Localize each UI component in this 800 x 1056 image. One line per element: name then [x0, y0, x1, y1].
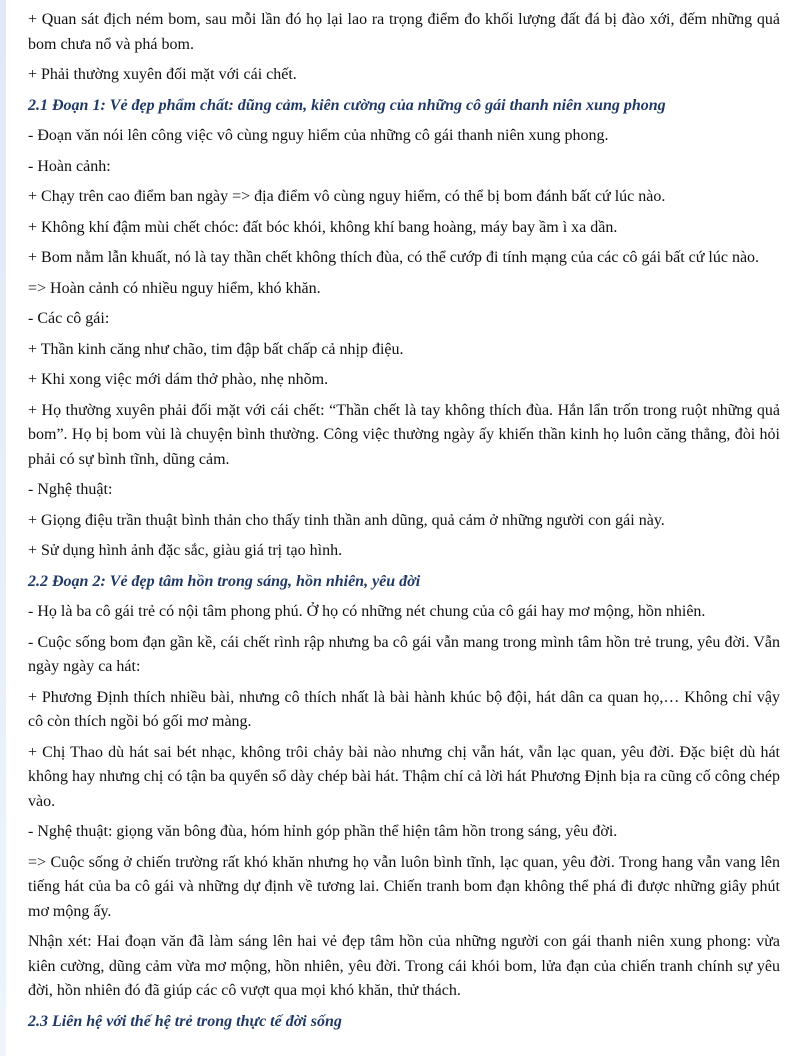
- paragraph: + Không khí đậm mùi chết chóc: đất bóc khói, không khí bang hoàng, máy bay ầm ì xa dần.: [28, 218, 618, 236]
- paragraph: + Phải thường xuyên đối mặt với cái chết.: [28, 66, 297, 83]
- paragraph: + Giọng điệu trần thuật bình thản cho thấy tinh thần anh dũng, quả cảm ở những người con gái này.: [28, 511, 665, 529]
- paragraph: - Cuộc sống bom đạn gần kề, cái chết rình rập nhưng ba cô gái vẫn mang trong mình tâm hồn trẻ trung, yêu đời. Vẫn ngày ngày ca hát:: [28, 633, 780, 675]
- section-heading: 2.2 Đoạn 2: Vẻ đẹp tâm hồn trong sáng, hồn nhiên, yêu đời: [28, 572, 421, 590]
- paragraph: - Nghệ thuật:: [28, 481, 113, 498]
- paragraph: + Quan sát địch ném bom, sau mỗi lần đó họ lại lao ra trọng điểm đo khối lượng đất đá bị đào xới, đếm những quả bom chưa nổ và phá bom.: [28, 11, 780, 53]
- paragraph: + Chạy trên cao điểm ban ngày => địa điểm vô cùng nguy hiểm, có thể bị bom đánh bất cứ lúc nào.: [28, 188, 666, 205]
- document-body: [28, 8, 780, 1040]
- paragraph: + Họ thường xuyên phải đối mặt với cái chết: “Thần chết là tay không thích đùa. Hắn lẩn trốn trong ruột những quả bom”. Họ bị bom vùi là chuyện bình thường. Công việc thường ngày ấy khiến thần kinh họ luôn căng thẳng, đòi hỏi phải có sự bình tĩnh, dũng cảm.: [28, 401, 780, 468]
- paragraph: Nhận xét: Hai đoạn văn đã làm sáng lên hai vẻ đẹp tâm hồn của những người con gái thanh niên xung phong: vừa kiên cường, dũng cảm vừa mơ mộng, hồn nhiên, yêu đời. Trong cái khói bom, lửa đạn của chiến tranh chính sự yêu đời, hồn nhiên đó đã giúp các cô vượt qua mọi khó khăn, thử thách.: [28, 933, 780, 999]
- paragraph: + Khi xong việc mới dám thở phào, nhẹ nhõm.: [28, 371, 329, 388]
- paragraph: + Phương Định thích nhiều bài, nhưng cô thích nhất là bài hành khúc bộ đội, hát dân ca quan họ,… Không chỉ vậy cô còn thích ngồi bó gối mơ màng.: [28, 688, 780, 730]
- paragraph: - Hoàn cảnh:: [28, 157, 111, 175]
- paragraph: => Cuộc sống ở chiến trường rất khó khăn nhưng họ vẫn luôn bình tĩnh, lạc quan, yêu đời. Trong hang vẫn vang lên tiếng hát của ba cô gái và những dự định về tương lai. Chiến tranh bom đạn không thể phá đi được những giây phút mơ mộng ấy.: [28, 853, 780, 920]
- paragraph: - Các cô gái:: [28, 310, 110, 327]
- section-heading: 2.1 Đoạn 1: Vẻ đẹp phẩm chất: dũng cảm, kiên cường của những cô gái thanh niên xung phong: [28, 96, 666, 114]
- paragraph: + Thần kinh căng như chão, tim đập bất chấp cả nhịp điệu.: [28, 340, 404, 358]
- page-edge-decoration: [0, 0, 6, 1056]
- paragraph: - Nghệ thuật: giọng văn bông đùa, hóm hỉnh góp phần thể hiện tâm hồn trong sáng, yêu đời.: [28, 823, 618, 840]
- paragraph: - Đoạn văn nói lên công việc vô cùng nguy hiểm của những cô gái thanh niên xung phong.: [28, 127, 609, 144]
- paragraph: => Hoàn cảnh có nhiều nguy hiểm, khó khăn.: [28, 279, 321, 297]
- paragraph: + Sử dụng hình ảnh đặc sắc, giàu giá trị tạo hình.: [28, 542, 343, 559]
- paragraph: + Chị Thao dù hát sai bét nhạc, không trôi chảy bài nào nhưng chị vẫn hát, vẫn lạc quan, yêu đời. Đặc biệt dù hát không hay nhưng chị có tận ba quyển sổ dày chép bài hát. Thậm chí cả lời hát Phương Định bịa ra cũng cố công chép vào.: [28, 743, 780, 810]
- paragraph: - Họ là ba cô gái trẻ có nội tâm phong phú. Ở họ có những nét chung của cô gái hay mơ mộng, hồn nhiên.: [28, 603, 706, 620]
- section-heading: 2.3 Liên hệ với thế hệ trẻ trong thực tế đời sống: [28, 1012, 342, 1030]
- paragraph: + Bom nằm lẫn khuất, nó là tay thần chết không thích đùa, có thể cướp đi tính mạng của các cô gái bất cứ lúc nào.: [28, 249, 760, 266]
